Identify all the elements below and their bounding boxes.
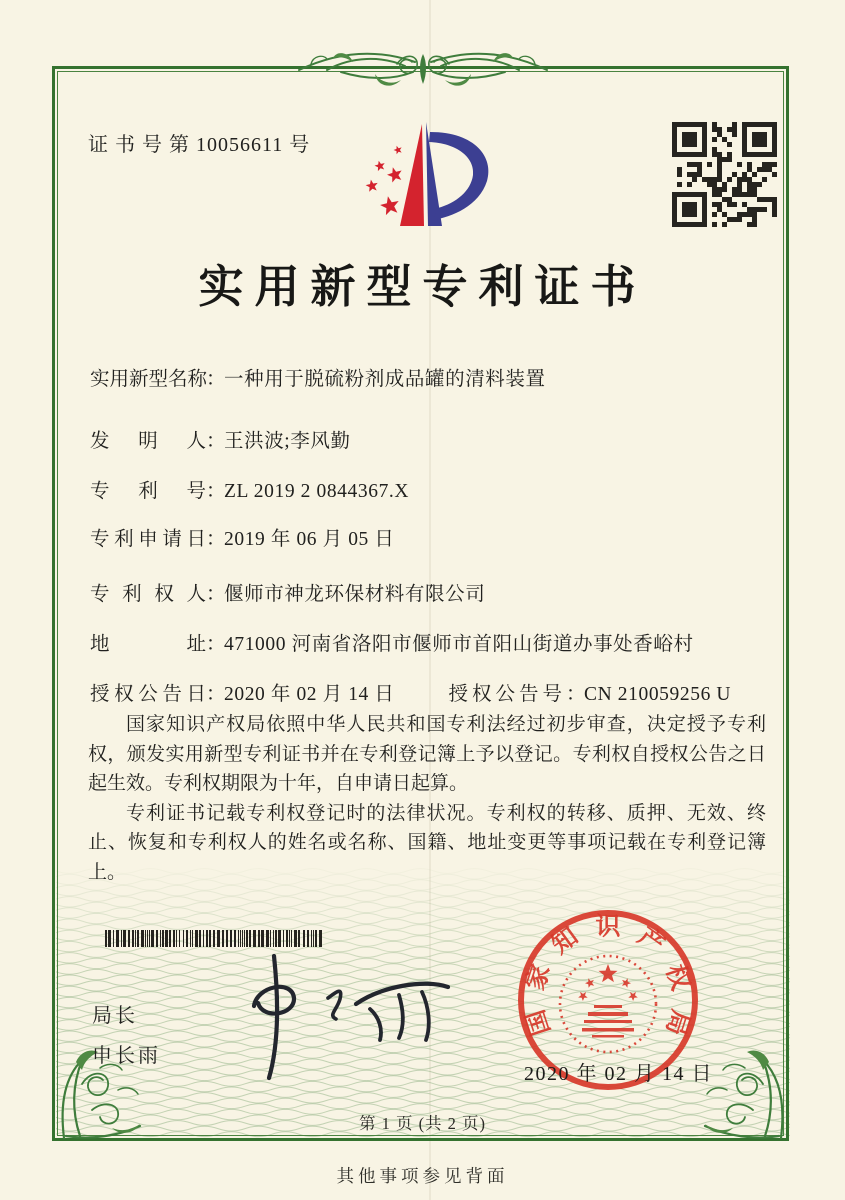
field-value: 471000 河南省洛阳市偃师市首阳山街道办事处香峪村 bbox=[224, 634, 694, 655]
field-label: 授权公告日 bbox=[90, 684, 206, 705]
field-value: 一种用于脱硫粉剂成品罐的清料装置 bbox=[224, 369, 546, 390]
field-value: CN 210059256 U bbox=[584, 684, 732, 705]
svg-text:知: 知 bbox=[547, 922, 584, 960]
legal-text bbox=[88, 710, 766, 887]
field-label: 发明人 bbox=[90, 431, 206, 452]
certificate-title: 实用新型专利证书 bbox=[198, 262, 647, 312]
seal-emblem bbox=[560, 956, 656, 1052]
field-value: 2020 年 02 月 14 日 bbox=[224, 684, 395, 705]
officer-title: 局长 bbox=[92, 1005, 138, 1027]
field-value: 偃师市神龙环保材料有限公司 bbox=[224, 584, 486, 605]
field-label: 专利号 bbox=[90, 481, 206, 502]
field-address bbox=[90, 628, 694, 656]
svg-text:产: 产 bbox=[632, 922, 669, 960]
field-colon: ： bbox=[206, 481, 226, 502]
field-colon: ： bbox=[206, 684, 226, 705]
field-colon: ： bbox=[206, 584, 226, 605]
field-label: 专利申请日 bbox=[90, 529, 206, 550]
grant-number-group bbox=[448, 684, 731, 705]
field-colon: ： bbox=[206, 634, 226, 655]
field-utility-model-name bbox=[90, 363, 546, 391]
field-label: 地址 bbox=[90, 634, 206, 655]
qr-code bbox=[672, 122, 777, 227]
field-colon: ： bbox=[206, 369, 226, 390]
field-inventor bbox=[90, 425, 351, 453]
legal-paragraph-1: 国家知识产权局依照中华人民共和国专利法经过初步审查，决定授予专利权，颁发实用新型专利证书并在专利登记簿上予以登记。专利权自授权公告之日起生效。专利权期限为十年，自申请日起算。 bbox=[88, 714, 766, 794]
page-indicator: 第 1 页 (共 2 页) bbox=[358, 1114, 487, 1133]
field-label: 实用新型名称 bbox=[90, 369, 208, 390]
back-side-note: 其他事项参见背面 bbox=[336, 1166, 509, 1186]
field-grant-date-and-number bbox=[90, 678, 731, 706]
field-colon: ： bbox=[566, 684, 586, 705]
field-value: 王洪波;李风勤 bbox=[224, 431, 351, 452]
legal-paragraph-2: 专利证书记载专利权登记时的法律状况。专利权的转移、质押、无效、终止、恢复和专利权人的姓名或名称、国籍、地址变更等事项记载在专利登记簿上。 bbox=[88, 802, 766, 883]
field-patentee bbox=[90, 578, 485, 606]
svg-text:权: 权 bbox=[660, 961, 694, 994]
field-label: 授权公告号 bbox=[448, 684, 566, 705]
officer-block bbox=[92, 996, 161, 1076]
field-colon: ： bbox=[206, 431, 226, 452]
field-patent-number bbox=[90, 475, 409, 503]
ornament-center-leaf bbox=[420, 54, 426, 84]
field-value: 2019 年 06 月 05 日 bbox=[224, 529, 395, 550]
svg-text:国: 国 bbox=[522, 1006, 556, 1039]
officer-name: 申长雨 bbox=[92, 1045, 161, 1067]
field-value: ZL 2019 2 0844367.X bbox=[224, 481, 410, 502]
logo-stars bbox=[366, 146, 402, 215]
svg-text:识: 识 bbox=[595, 913, 621, 941]
field-filing-date bbox=[90, 523, 394, 551]
field-colon: ： bbox=[206, 529, 226, 550]
svg-text:局: 局 bbox=[660, 1006, 694, 1039]
top-scroll-ornament-icon bbox=[297, 40, 549, 96]
cnipa-logo-icon bbox=[338, 116, 523, 234]
certificate-number: 证 书 号 第 10056611 号 bbox=[88, 134, 311, 156]
signature-shen-changyu bbox=[222, 942, 472, 1087]
field-label: 专利权人 bbox=[90, 584, 206, 605]
svg-text:家: 家 bbox=[522, 961, 556, 994]
seal-grant-date: 2020 年 02 月 14 日 bbox=[524, 1063, 713, 1085]
